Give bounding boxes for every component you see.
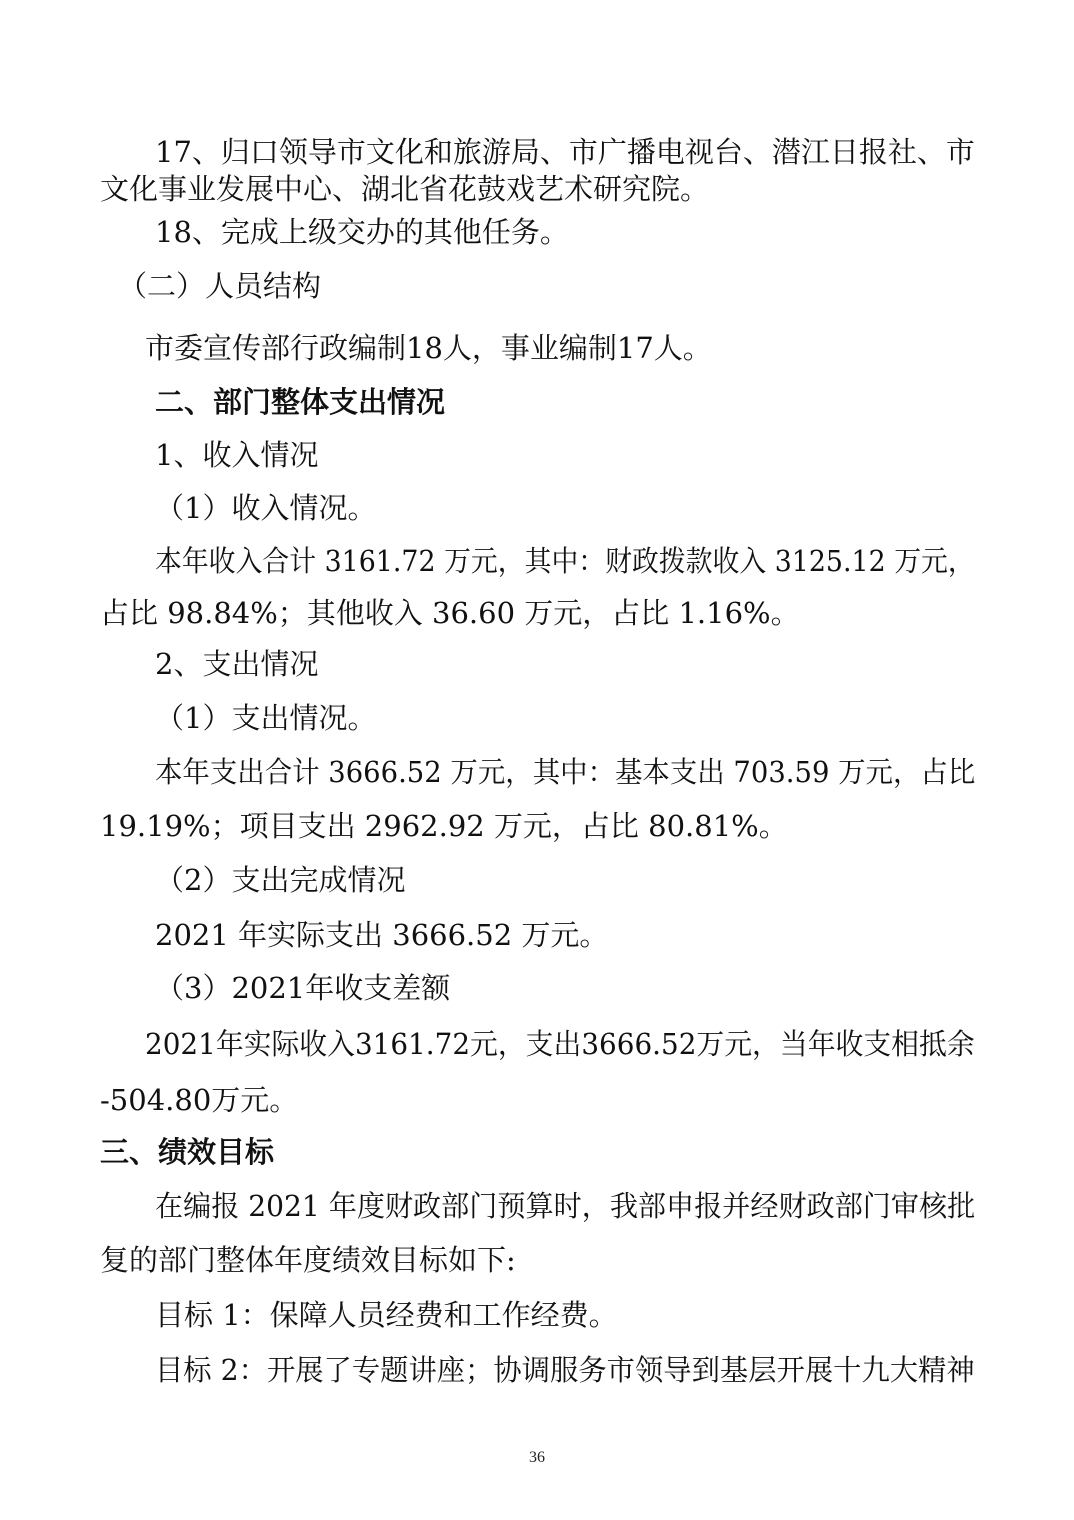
paragraph-line: -504.80万元。 [100, 1083, 299, 1117]
section-heading: 三、绩效目标 [100, 1135, 275, 1169]
paragraph-line: 17、归口领导市文化和旅游局、市广播电视台、潜江日报社、市 [155, 135, 975, 169]
paragraph-line: 19.19%；项目支出 2962.92 万元，占比 80.81%。 [100, 809, 788, 843]
subsection-heading: 2、支出情况 [155, 647, 319, 681]
paragraph-line: 2021 年实际支出 3666.52 万元。 [155, 918, 609, 952]
paragraph-line: 18、完成上级交办的其他任务。 [155, 215, 569, 249]
paragraph-line: 本年支出合计 3666.52 万元，其中：基本支出 703.59 万元，占比 [155, 755, 976, 789]
subsection-heading: （1）支出情况。 [155, 701, 377, 735]
paragraph-line: 在编报 2021 年度财政部门预算时，我部申报并经财政部门审核批 [155, 1189, 976, 1223]
paragraph-line: 文化事业发展中心、湖北省花鼓戏艺术研究院。 [100, 172, 710, 206]
section-subheading: （二）人员结构 [118, 269, 322, 303]
paragraph-line: 市委宣传部行政编制18人，事业编制17人。 [145, 331, 712, 365]
page-number: 36 [529, 1449, 545, 1466]
subsection-heading: （1）收入情况。 [155, 491, 377, 525]
paragraph-line: 占比 98.84%；其他收入 36.60 万元，占比 1.16%。 [100, 596, 800, 630]
paragraph-line: 复的部门整体年度绩效目标如下: [100, 1243, 516, 1277]
paragraph-line: 目标 2：开展了专题讲座；协调服务市领导到基层开展十九大精神 [155, 1353, 975, 1387]
subsection-heading: （2）支出完成情况 [155, 863, 406, 897]
paragraph-line: 2021年实际收入3161.72元，支出3666.52万元，当年收支相抵余 [145, 1027, 975, 1061]
subsection-heading: 1、收入情况 [155, 438, 319, 472]
subsection-heading: （3）2021年收支差额 [155, 971, 451, 1005]
paragraph-line: 本年收入合计 3161.72 万元，其中：财政拨款收入 3125.12 万元， [155, 544, 975, 578]
section-heading: 二、部门整体支出情况 [155, 385, 446, 419]
paragraph-line: 目标 1：保障人员经费和工作经费。 [155, 1298, 618, 1332]
